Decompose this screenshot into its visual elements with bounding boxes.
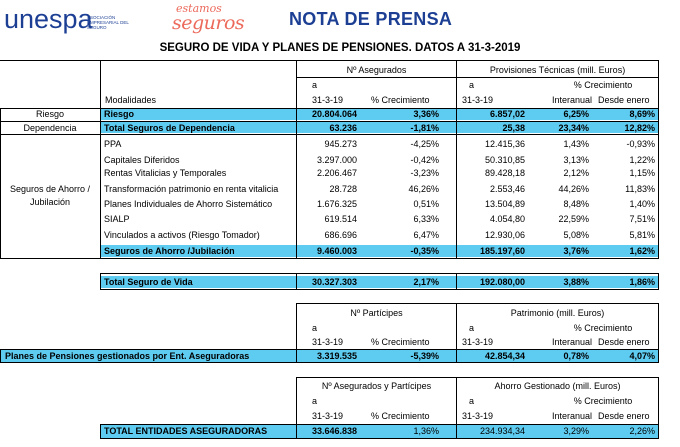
cell-ahorro: 234.934,34 (479, 426, 525, 436)
estamos-logo-line1: estamos (176, 2, 222, 15)
cell-asegurados: 20.804.064 (311, 109, 357, 119)
cell-interanual: 5,08% (563, 230, 589, 240)
cell-asegurados: 1.676.325 (316, 199, 357, 209)
unespa-logo-subtitle: ASOCIACIÓN EMPRESARIAL DEL SEGURO (87, 15, 129, 30)
row-name: Planes Individuales de Ahorro Sistemático (104, 199, 273, 209)
row-name: Riesgo (104, 109, 135, 119)
header-crec1: % Crecimiento (371, 411, 430, 421)
header-date1: 31-3-19 (312, 337, 344, 347)
cell-crecimiento: -3,23% (410, 168, 439, 178)
cell-desde-enero: 1,62% (629, 246, 655, 256)
group-ahorro-line1: Seguros de Ahorro / (9, 184, 91, 194)
header-desde-enero: Desde enero (598, 337, 650, 347)
estamos-logo-line2: seguros (172, 12, 245, 34)
cell-provisiones: 6.857,02 (489, 109, 525, 119)
cell-crecimiento: 6,33% (413, 214, 439, 224)
cell-interanual: 8,48% (563, 199, 589, 209)
cell-asegurados: 619.514 (324, 214, 357, 224)
header-patrimonio: Patrimonio (mill. Euros) (510, 308, 605, 318)
estamos-seguros-logo (172, 2, 248, 36)
cell-crecimiento: 0,51% (413, 199, 439, 209)
header-interanual: Interanual (552, 337, 593, 347)
cell-asegurados: 30.327.303 (311, 277, 357, 287)
header-a: a (312, 323, 318, 333)
cell-desde-enero: 4,07% (629, 351, 655, 361)
row-name: Transformación patrimonio en renta vitalicia (104, 184, 279, 194)
row-name: Seguros de Ahorro /Jubilación (104, 246, 235, 256)
row-name: Planes de Pensiones gestionados por Ent. Aseguradoras (5, 351, 250, 361)
cell-crecimiento: 46,26% (408, 184, 439, 194)
header-pct-crecimiento: % Crecimiento (573, 80, 633, 90)
cell-provisiones: 12.415,36 (484, 139, 525, 149)
cell-desde-enero: 1,15% (629, 168, 655, 178)
cell-asegurados-participes: 33.646.838 (311, 426, 357, 436)
cell-crecimiento: -0,35% (410, 246, 439, 256)
cell-asegurados: 3.297.000 (316, 155, 357, 165)
cell-desde-enero: 2,26% (629, 426, 655, 436)
header-crec1: % Crecimiento (371, 337, 430, 347)
header-a: a (312, 396, 318, 406)
header-a2: a (469, 80, 475, 90)
cell-provisiones: 25,38 (502, 123, 525, 133)
cell-desde-enero: 8,69% (629, 109, 655, 119)
row-name: TOTAL ENTIDADES ASEGURADORAS (104, 426, 268, 436)
row-name: SIALP (104, 214, 130, 224)
cell-interanual: 0,78% (563, 351, 589, 361)
page-header (0, 0, 680, 42)
header-pct-crecimiento: % Crecimiento (573, 323, 633, 333)
cell-asegurados: 9.460.003 (316, 246, 357, 256)
row-name: Rentas Vitalicias y Temporales (104, 168, 227, 178)
header-pct-crecimiento: % Crecimiento (573, 396, 633, 406)
header-asegurados-participes: Nº Asegurados y Partícipes (321, 381, 432, 391)
cell-crecimiento: 1,36% (413, 426, 439, 436)
row-name: Capitales Diferidos (104, 155, 180, 165)
cell-provisiones: 2.553,46 (489, 184, 525, 194)
header-modalidades: Modalidades (105, 95, 157, 105)
row-name: Vinculados a activos (Riesgo Tomador) (104, 230, 260, 240)
cell-provisiones: 12.930,06 (484, 230, 525, 240)
page-title: NOTA DE PRENSA (289, 9, 453, 29)
header-date2: 31-3-19 (462, 411, 494, 421)
cell-crecimiento: -4,25% (410, 139, 439, 149)
header-provisiones: Provisiones Técnicas (mill. Euros) (489, 65, 626, 75)
cell-asegurados: 686.696 (324, 230, 357, 240)
cell-provisiones: 4.054,80 (489, 214, 525, 224)
cell-asegurados: 2.206.467 (316, 168, 357, 178)
cell-provisiones: 185.197,60 (479, 246, 525, 256)
cell-desde-enero: 11,83% (625, 184, 655, 194)
cell-asegurados: 63.236 (329, 123, 357, 133)
cell-interanual: 3,88% (563, 277, 589, 287)
cell-asegurados: 945.273 (324, 139, 357, 149)
cell-provisiones: 13.504,89 (484, 199, 525, 209)
header-desde-enero: Desde enero (598, 411, 650, 421)
header-interanual: Interanual (552, 411, 593, 421)
cell-interanual: 3,29% (563, 426, 589, 436)
header-ahorro-gestionado: Ahorro Gestionado (mill. Euros) (494, 381, 621, 391)
header-a: a (312, 80, 318, 90)
header-desde-enero: Desde enero (598, 95, 650, 105)
header-date1: 31-3-19 (312, 411, 344, 421)
cell-desde-enero: 12,82% (624, 123, 655, 133)
group-ahorro-line2: Jubilación (29, 197, 71, 207)
header-interanual: Interanual (552, 95, 593, 105)
cell-asegurados: 28.728 (329, 184, 357, 194)
cell-interanual: 2,12% (563, 168, 589, 178)
group-riesgo: Riesgo (35, 109, 64, 119)
document-subtitle: SEGURO DE VIDA Y PLANES DE PENSIONES. DATOS A 31-3-2019 (159, 42, 521, 54)
cell-desde-enero: 1,40% (629, 199, 655, 209)
header-date2: 31-3-19 (462, 95, 494, 105)
cell-crecimiento: -1,81% (410, 123, 439, 133)
cell-interanual: 3,13% (563, 155, 589, 165)
cell-provisiones: 192.080,00 (479, 277, 525, 287)
cell-crecimiento: 6,47% (413, 230, 439, 240)
cell-interanual: 3,76% (563, 246, 589, 256)
cell-patrimonio: 42.854,34 (484, 351, 525, 361)
cell-interanual: 23,34% (558, 123, 589, 133)
cell-provisiones: 50.310,85 (484, 155, 525, 165)
cell-desde-enero: 5,81% (629, 230, 655, 240)
cell-interanual: 1,43% (563, 139, 589, 149)
cell-participes: 3.319.535 (316, 351, 357, 361)
cell-crecimiento: -5,39% (410, 351, 439, 361)
header-a2: a (469, 396, 475, 406)
header-date1: 31-3-19 (312, 95, 344, 105)
header-asegurados: Nº Asegurados (346, 65, 407, 75)
cell-crecimiento: -0,42% (410, 155, 439, 165)
cell-crecimiento: 3,36% (413, 109, 439, 119)
header-a2: a (469, 323, 475, 333)
cell-interanual: 22,59% (558, 214, 589, 224)
cell-interanual: 6,25% (563, 109, 589, 119)
cell-desde-enero: 7,51% (629, 214, 655, 224)
unespa-logo: unespa (4, 4, 93, 34)
header-crec1: % Crecimiento (371, 95, 430, 105)
cell-desde-enero: -0,93% (626, 139, 655, 149)
cell-desde-enero: 1,22% (629, 155, 655, 165)
group-dependencia: Dependencia (23, 123, 77, 133)
cell-provisiones: 89.428,18 (484, 168, 525, 178)
header-participes: Nº Partícipes (350, 308, 403, 318)
row-name: PPA (104, 139, 122, 149)
header-date2: 31-3-19 (462, 337, 494, 347)
row-name: Total Seguros de Dependencia (104, 123, 235, 133)
cell-crecimiento: 2,17% (413, 277, 439, 287)
cell-desde-enero: 1,86% (629, 277, 655, 287)
cell-interanual: 44,26% (558, 184, 589, 194)
row-name: Total Seguro de Vida (104, 277, 193, 287)
